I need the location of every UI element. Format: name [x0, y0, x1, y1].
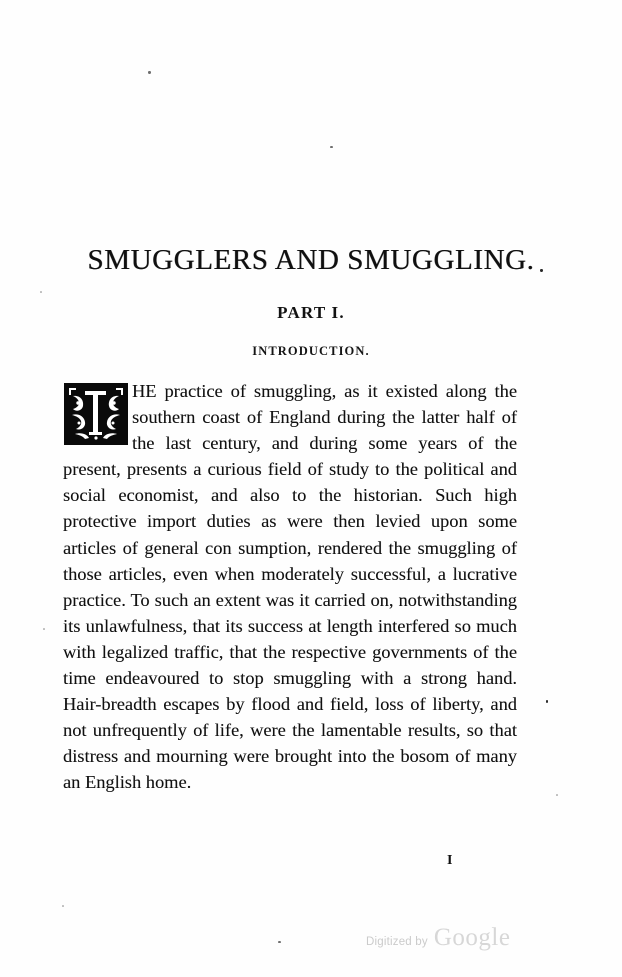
- scan-speckle: [278, 941, 281, 943]
- intro-paragraph: HE practice of smuggling, as it existed along the southern coast of England during the latter half of the last century, and during some years of the present, presents a curious field of study to the political and social economist, and also to the historian. Such high protective import duties as were then levied upon some articles of general con sumption, rendered the smuggling of those articles, even when moderately successful, a lucrative practice. To such an extent was it carried on, notwithstanding its unlawfulness, that its success at length interfered so much with legalized traffic, that the respective governments of the time endeavoured to stop smuggling with a strong hand. Hair-breadth escapes by flood and field, loss of liberty, and not unfrequently of life, were the lamentable results, so that distress and mourning were brought into the bosom of many an English home.: [63, 381, 517, 793]
- page-title: SMUGGLERS AND SMUGGLING.: [87, 244, 535, 276]
- ornamental-dropcap-t-icon: [63, 382, 129, 446]
- watermark-brand: Google: [433, 924, 511, 951]
- scan-speckle: [556, 794, 558, 796]
- scan-speckle: [546, 700, 548, 703]
- scan-speckle: [43, 628, 45, 630]
- body-column: [63, 378, 517, 796]
- scan-speckle: [40, 291, 42, 293]
- watermark-prefix: Digitized by: [366, 936, 428, 948]
- section-heading: INTRODUCTION.: [252, 344, 370, 358]
- title-block: [0, 244, 622, 277]
- folio-page-number: I: [447, 853, 453, 868]
- google-watermark: [366, 925, 510, 950]
- scan-speckle: [62, 905, 64, 907]
- scan-speckle: [330, 146, 333, 148]
- part-heading: PART I.: [277, 303, 345, 322]
- scan-speckle: [148, 71, 151, 74]
